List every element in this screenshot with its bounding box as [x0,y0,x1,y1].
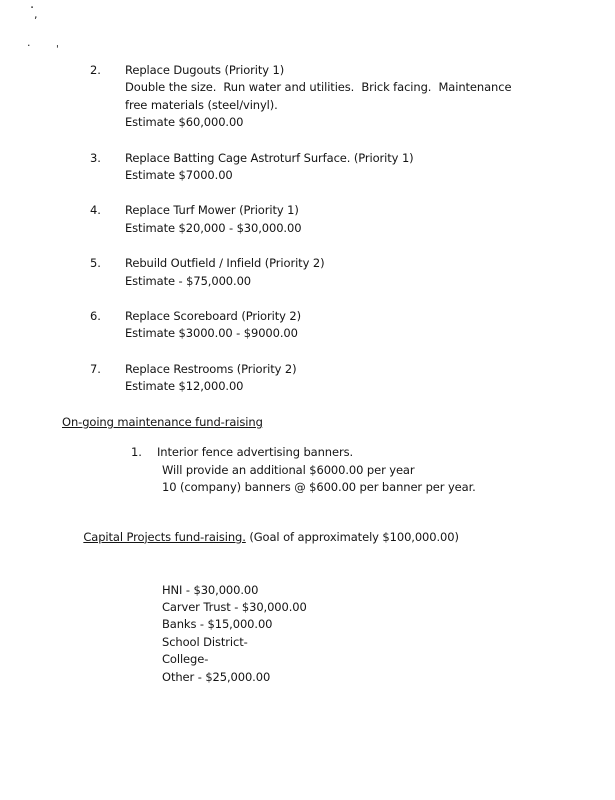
list-item [90,308,615,343]
item-body [125,62,511,132]
item-body [125,255,324,290]
item-line: Estimate $12,000.00 [125,379,244,394]
list-item [90,255,615,290]
donor-line: Other - $25,000.00 [162,669,271,684]
scan-artifact-mark: · [27,39,31,52]
list-item [90,361,615,396]
item-line: Replace Turf Mower (Priority 1) [125,203,299,218]
list-item [90,202,615,237]
item-line: Will provide an additional $6000.00 per year [162,462,415,477]
item-body [125,361,296,396]
list-item [90,62,615,132]
donor-line: Carver Trust - $30,000.00 [162,599,307,614]
donor-line: HNI - $30,000.00 [162,582,259,597]
item-line: Estimate - $75,000.00 [125,273,252,288]
item-body [125,308,301,343]
document-content [0,62,615,686]
item-line: Estimate $7000.00 [125,168,233,183]
item-line: Estimate $60,000.00 [125,115,244,130]
capital-heading-underlined: Capital Projects fund-raising. [83,529,246,544]
donor-line: College- [162,652,209,667]
item-line: free materials (steel/vinyl). [125,97,278,112]
donor-line: Banks - $15,000.00 [162,617,273,632]
item-line: Estimate $3000.00 - $9000.00 [125,326,298,341]
item-number: 2. [90,63,101,77]
item-number: 1. [131,445,142,460]
item-line: Interior fence advertising banners. [157,445,354,460]
item-number: 4. [90,203,101,218]
item-line: Double the size. Run water and utilities. Brick facing. Maintenance [125,80,512,95]
maintenance-list-item [131,444,615,496]
item-line: Replace Dugouts (Priority 1) [125,63,285,77]
scan-artifact-mark: · [30,1,35,16]
scan-artifact-mark: , [34,8,38,21]
item-line: 10 (company) banners @ $600.00 per banner per year. [162,479,476,494]
maintenance-section-heading: On-going maintenance fund-raising [62,414,263,429]
item-body [125,150,414,185]
capital-heading-goal: (Goal of approximately $100,000.00) [245,529,459,544]
capital-section-heading [62,511,615,563]
item-body [157,444,476,496]
list-item [90,150,615,185]
item-number: 6. [90,309,101,324]
item-line: Replace Restrooms (Priority 2) [125,361,297,376]
item-body [125,202,301,237]
item-number: 5. [90,256,101,271]
item-number: 7. [90,361,101,376]
item-line: Replace Batting Cage Astroturf Surface. (Priority 1) [125,150,414,165]
item-line: Estimate $20,000 - $30,000.00 [125,220,302,235]
item-number: 3. [90,150,101,165]
donor-line: School District- [162,634,248,649]
item-line: Replace Scoreboard (Priority 2) [125,309,301,324]
scan-artifact-mark: ' [56,44,59,55]
item-line: Rebuild Outfield / Infield (Priority 2) [125,256,325,271]
donor-list [162,582,615,686]
